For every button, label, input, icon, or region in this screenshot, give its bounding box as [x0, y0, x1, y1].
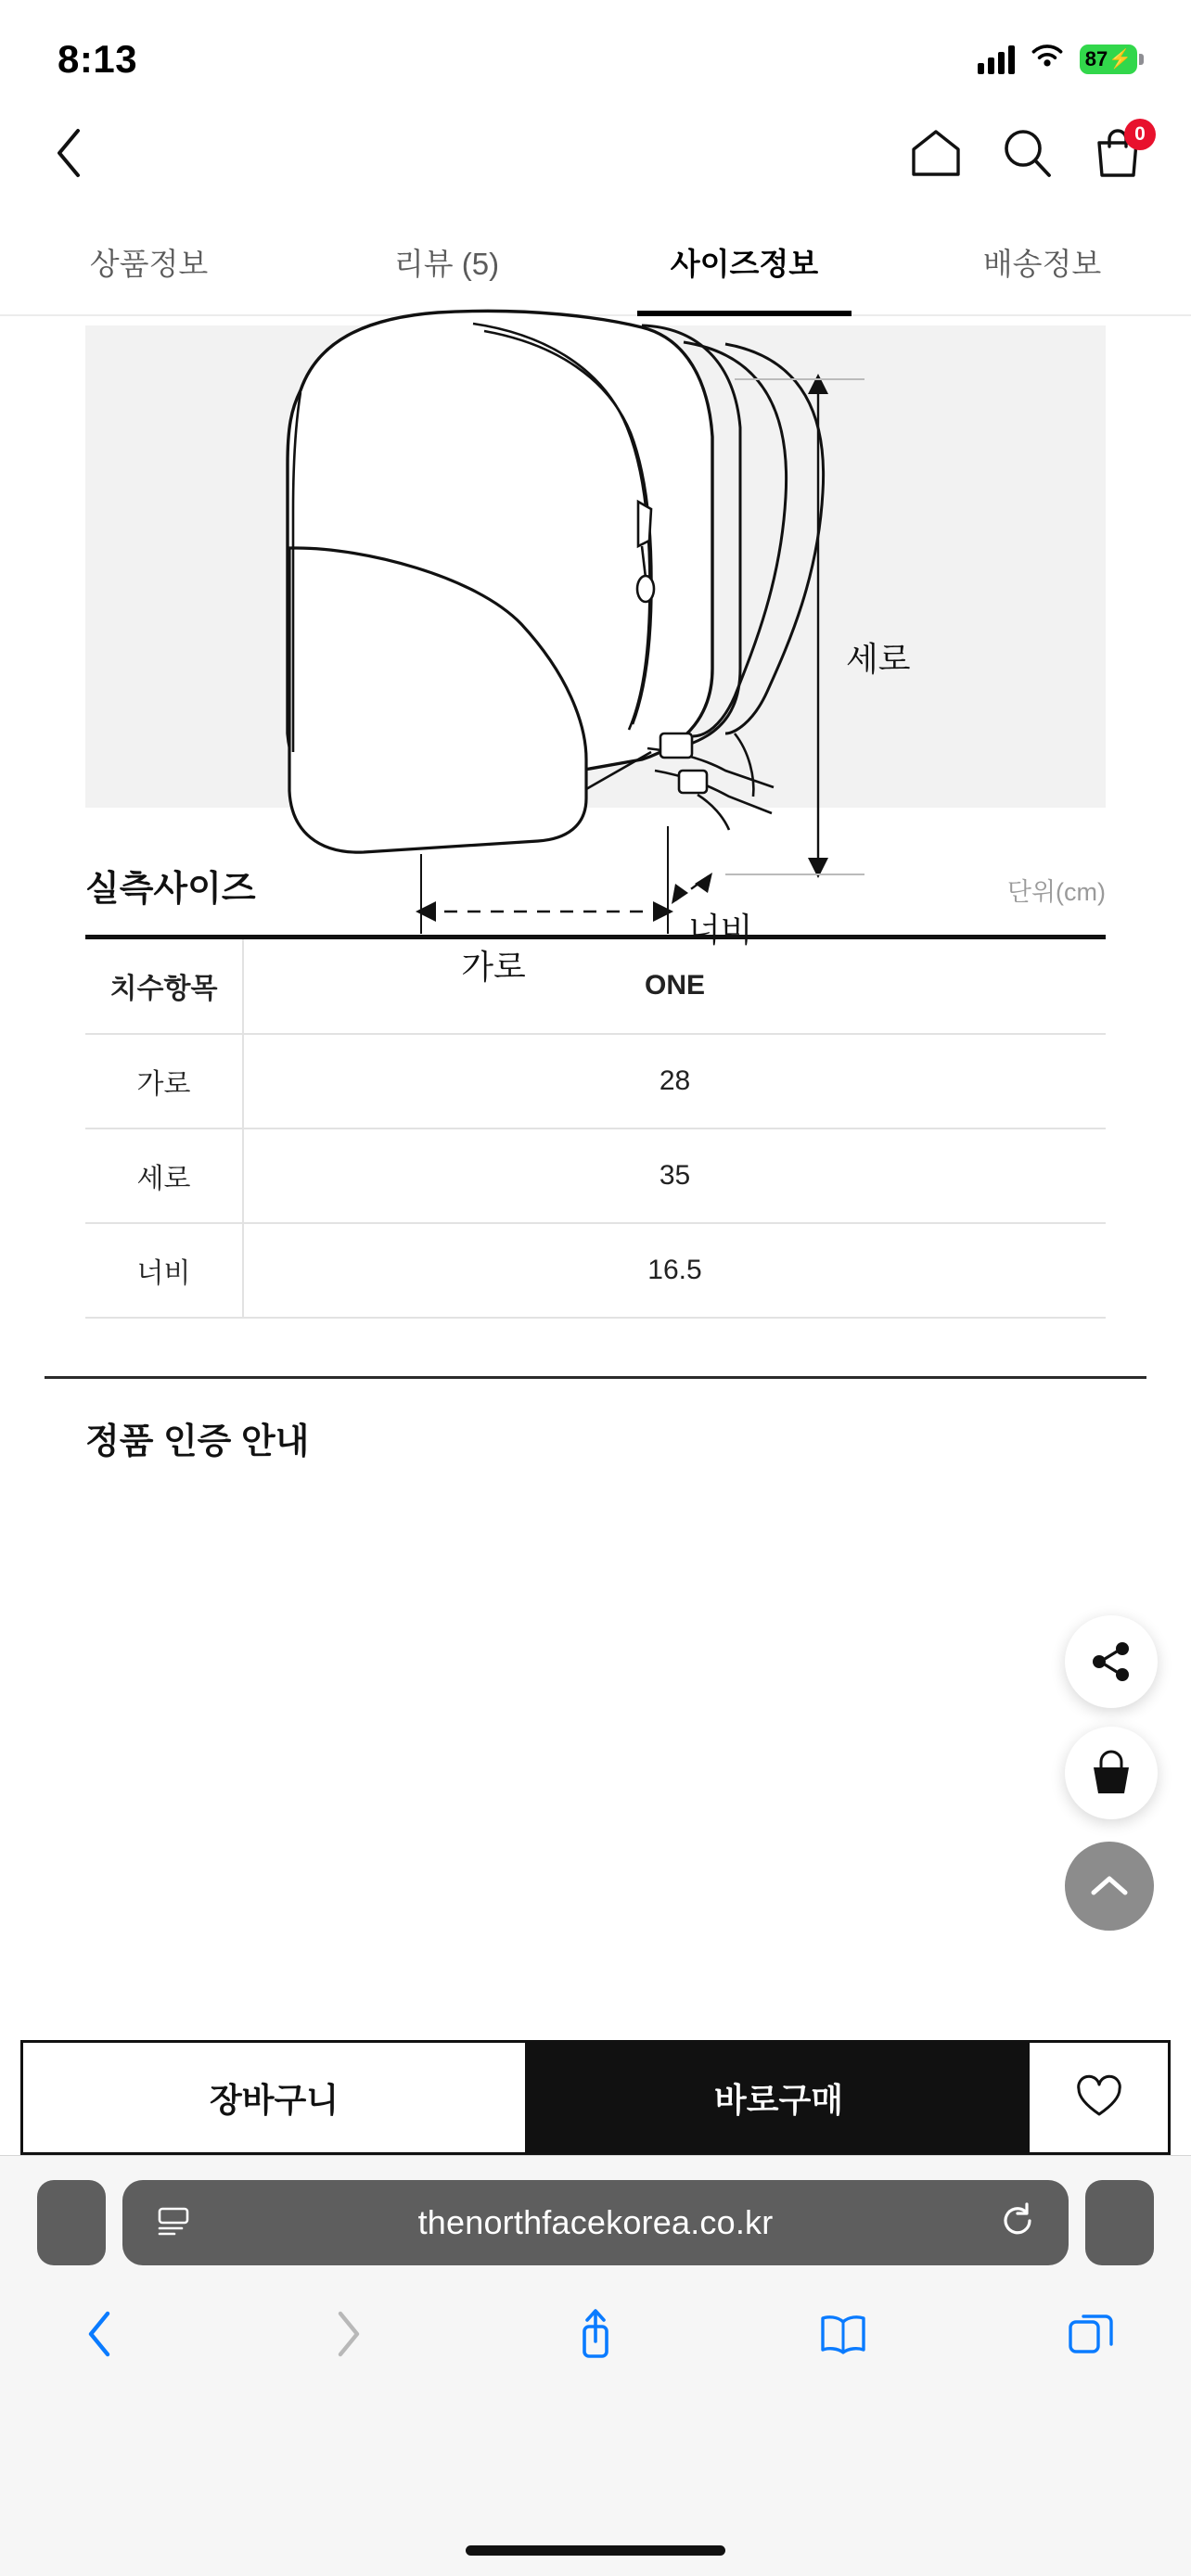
address-bar[interactable]: [122, 2180, 1069, 2265]
tab-shipping-info[interactable]: 배송정보: [982, 246, 1102, 281]
wifi-icon: [1030, 43, 1065, 75]
status-indicators: [978, 43, 1137, 75]
browser-forward-button[interactable]: [314, 2301, 381, 2367]
svg-text:세로: 세로: [846, 640, 911, 678]
previous-tab-peek[interactable]: [37, 2180, 106, 2265]
handbag-icon[interactable]: [1065, 1727, 1158, 1819]
authenticity-section-title: 정품 인증 안내: [85, 1422, 310, 1461]
charging-bolt-icon: ⚡: [1108, 49, 1133, 70]
bookmarks-icon[interactable]: [810, 2301, 877, 2367]
row-label-width: 가로: [85, 1034, 243, 1129]
status-time: 8:13: [58, 36, 138, 81]
cart-count-badge: 0: [1124, 119, 1156, 150]
row-label-depth: 너비: [85, 1223, 243, 1318]
search-icon[interactable]: [998, 124, 1056, 182]
safari-browser-bar: [0, 2155, 1191, 2576]
add-to-cart-button[interactable]: 장바구니: [20, 2040, 528, 2155]
back-button[interactable]: [43, 125, 98, 181]
scroll-to-top-button[interactable]: [1065, 1842, 1154, 1931]
heart-outline-icon: [1075, 2075, 1123, 2120]
battery-percent: 87: [1084, 46, 1108, 70]
size-info-content: [0, 325, 1191, 1461]
cellular-signal-icon: [978, 45, 1015, 74]
size-table: [85, 935, 1106, 1319]
row-value-height: 35: [243, 1129, 1106, 1223]
nav-actions: [907, 124, 1146, 182]
browser-back-button[interactable]: [67, 2301, 134, 2367]
home-icon[interactable]: [907, 124, 965, 182]
row-label-height: 세로: [85, 1129, 243, 1223]
table-row: [85, 1034, 1106, 1129]
svg-text:너비: 너비: [688, 911, 753, 949]
row-value-depth: 16.5: [243, 1223, 1106, 1318]
tab-reviews[interactable]: 리뷰 (5): [393, 246, 500, 281]
row-value-width: 28: [243, 1034, 1106, 1129]
wishlist-button[interactable]: [1030, 2040, 1171, 2155]
table-row: [85, 1223, 1106, 1318]
browser-toolbar: [0, 2265, 1191, 2367]
tab-product-info[interactable]: 상품정보: [89, 246, 209, 281]
table-row: [85, 1129, 1106, 1223]
table-header-measure: 치수항목: [85, 937, 243, 1034]
battery-indicator: [1080, 45, 1137, 74]
status-bar: [0, 0, 1191, 97]
cart-button[interactable]: [1089, 124, 1146, 182]
chevron-up-icon: [1088, 1870, 1131, 1902]
url-text: thenorthfacekorea.co.kr: [417, 2203, 774, 2241]
purchase-action-bar: [0, 2040, 1191, 2155]
share-nodes-icon[interactable]: [1065, 1615, 1158, 1708]
home-indicator: [466, 2545, 725, 2556]
svg-text:가로: 가로: [461, 948, 526, 986]
buy-now-button[interactable]: 바로구매: [528, 2040, 1030, 2155]
reload-icon[interactable]: [998, 2201, 1037, 2245]
next-tab-peek[interactable]: [1085, 2180, 1154, 2265]
app-nav-bar: [0, 97, 1191, 209]
table-header-row: [85, 937, 1106, 1034]
tabs-icon[interactable]: [1057, 2301, 1124, 2367]
tab-size-info[interactable]: 사이즈정보: [596, 209, 893, 314]
reader-view-icon[interactable]: [154, 2204, 193, 2242]
table-header-one: ONE: [243, 937, 1106, 1034]
share-up-icon[interactable]: [562, 2301, 629, 2367]
size-section-title: 실측사이즈: [85, 870, 256, 909]
size-unit-label: 단위(cm): [1006, 878, 1106, 906]
url-row: [0, 2156, 1191, 2265]
